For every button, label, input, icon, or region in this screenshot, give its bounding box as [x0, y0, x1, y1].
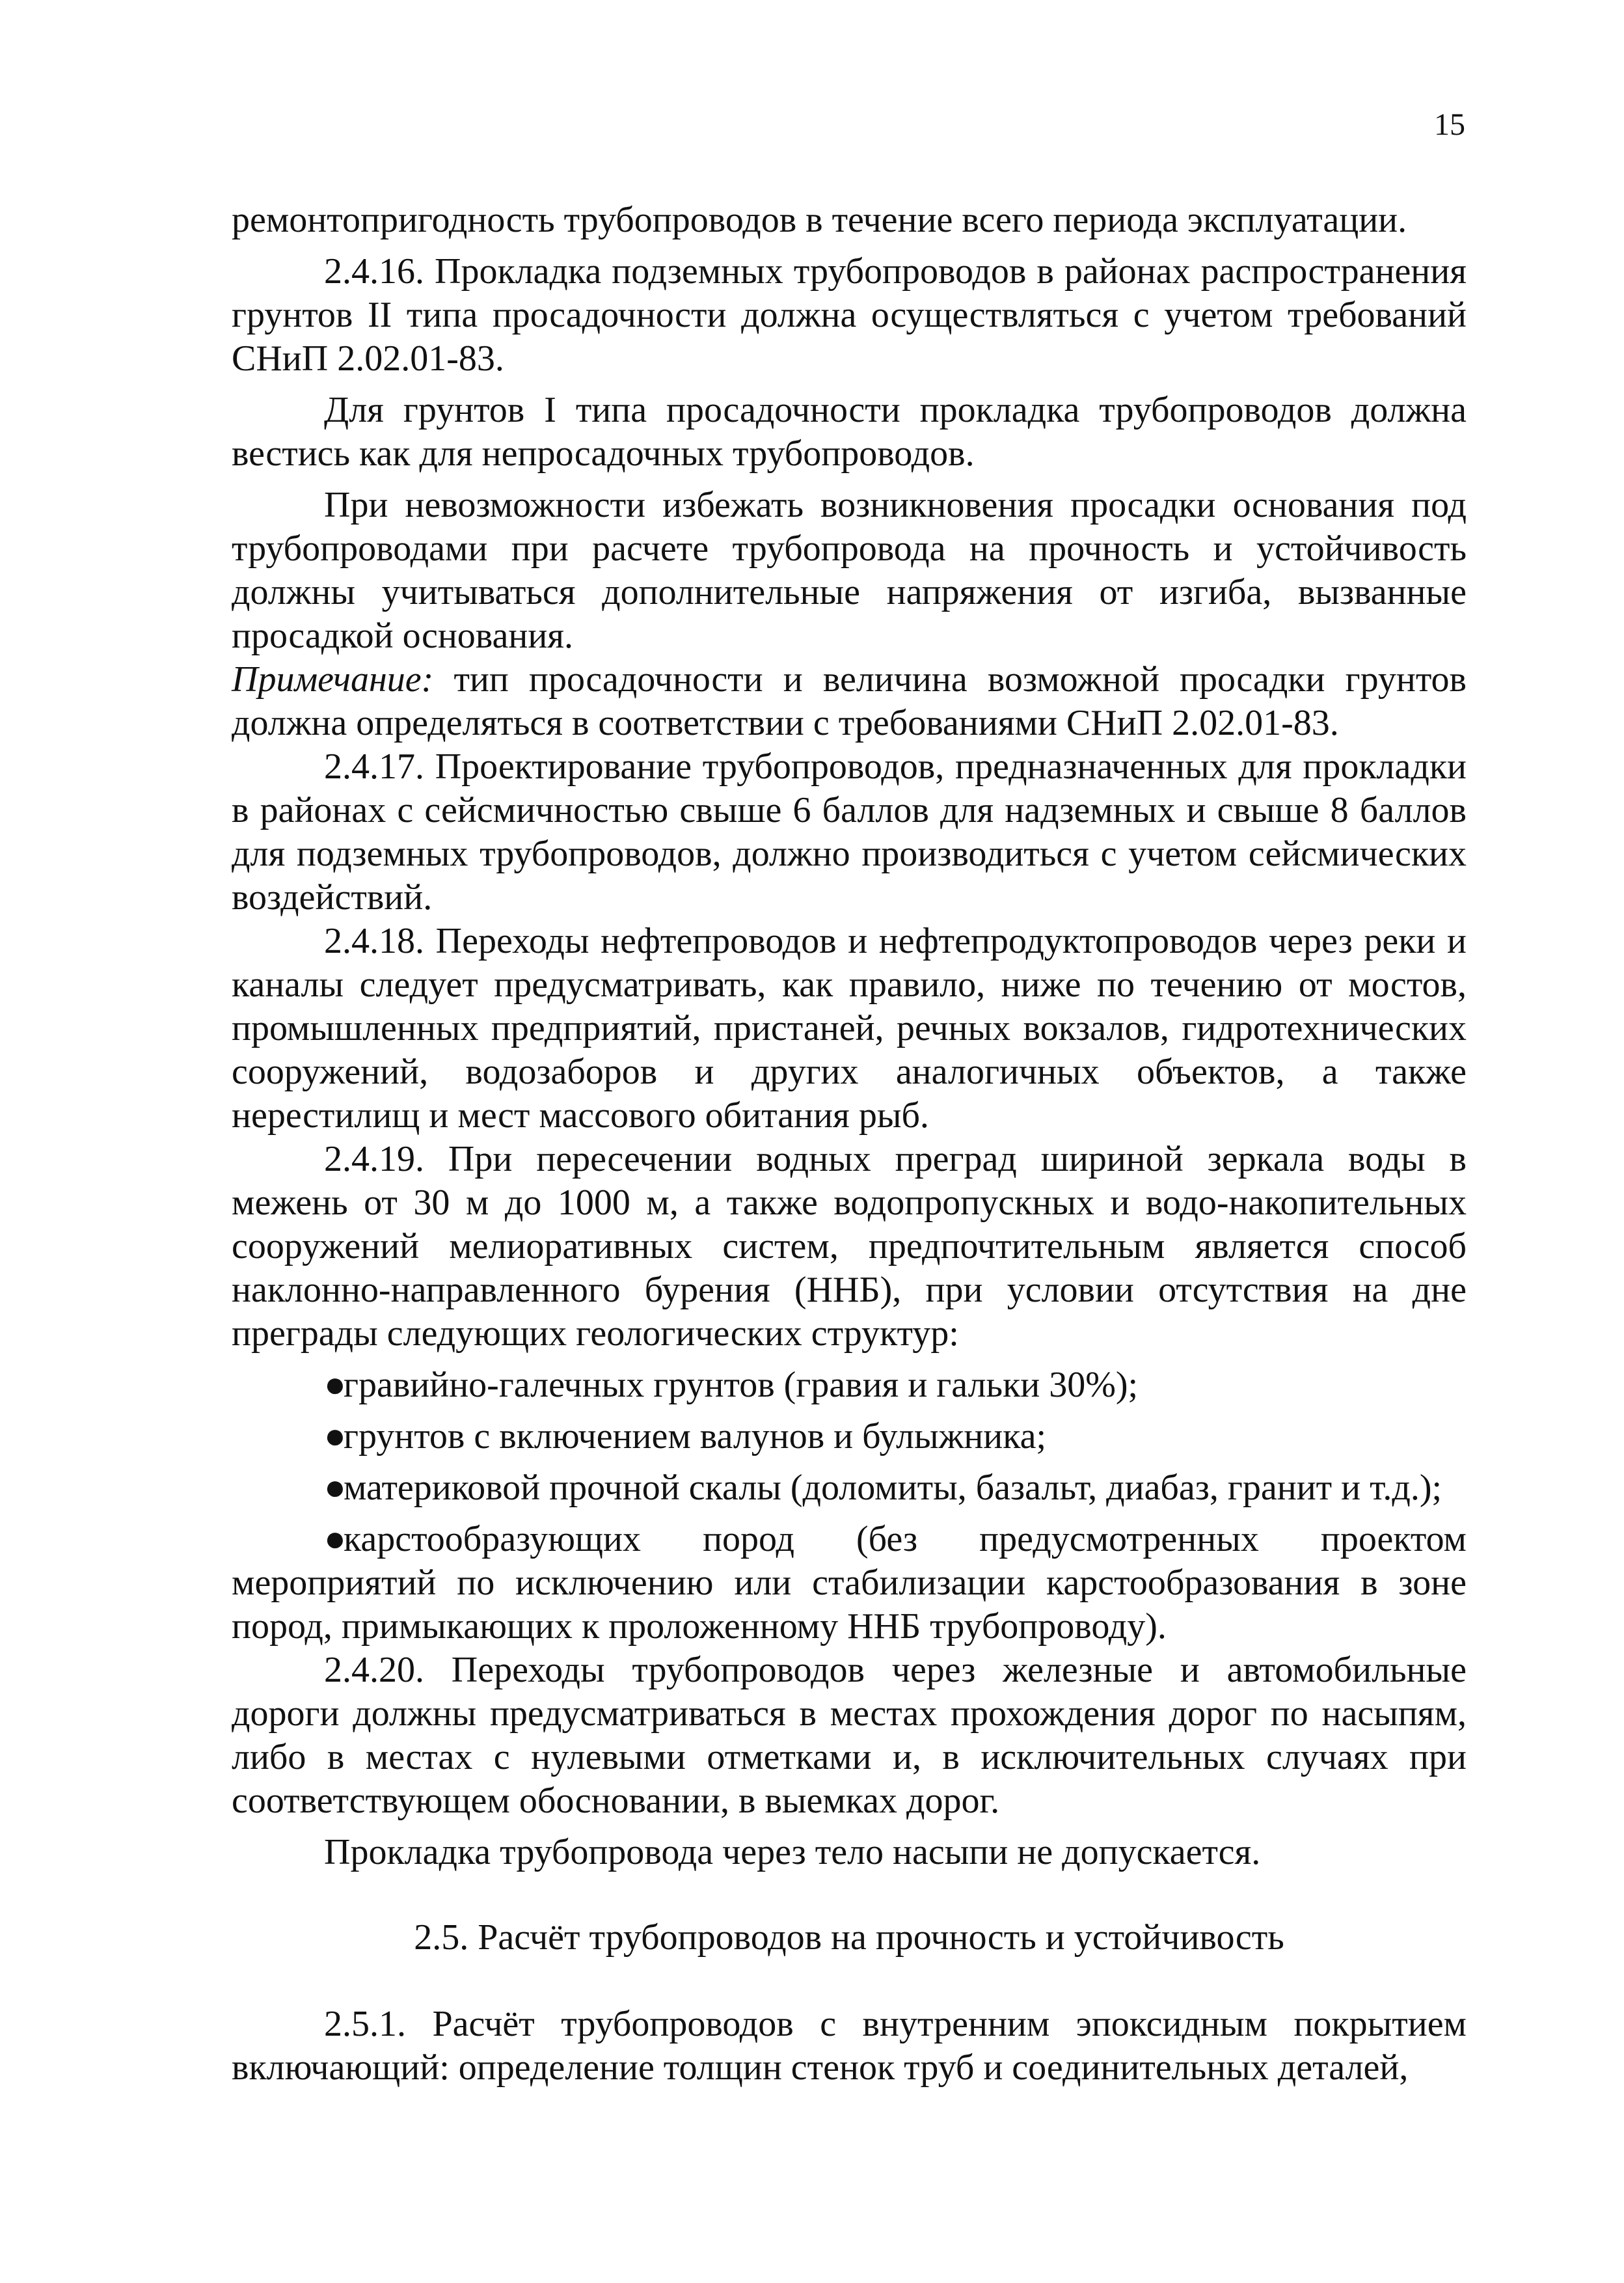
- bullet-icon: ●: [324, 1416, 346, 1456]
- paragraph-2-4-20: 2.4.20. Переходы трубопроводов через железные и автомобильные дороги должны предусматриваться в местах прохождения дорог по насыпям, либо в местах с нулевыми отметками и, в исключительных случаях при соответствующем обосновании, в выемках дорог.: [232, 1650, 1467, 1821]
- paragraph-2-4-18: 2.4.18. Переходы нефтепроводов и нефтепродуктопроводов через реки и каналы следует предусматривать, как правило, ниже по течению от мостов, промышленных предприятий, пристаней, речных вокзалов, гидротехнических сооружений, водозаборов и других аналогичных объектов, а также нерестилищ и мест массового обитания рыб.: [232, 921, 1467, 1136]
- document-body: [232, 198, 1467, 2090]
- section-heading: 2.5. Расчёт трубопроводов на прочность и устойчивость: [414, 1917, 1284, 1958]
- bullet-icon: ●: [324, 1365, 346, 1405]
- bullet-icon: ●: [324, 1468, 346, 1508]
- page-number: 15: [1434, 107, 1465, 142]
- paragraph-2-5-1: 2.5.1. Расчёт трубопроводов с внутренним эпоксидным покрытием включающий: определение толщин стенок труб и соединительных деталей,: [232, 2004, 1467, 2088]
- bullet-item-rock: ●материковой прочной скалы (доломиты, базальт, диабаз, гранит и т.д.);: [232, 1466, 1467, 1510]
- note-paragraph: [232, 658, 1467, 745]
- paragraph-soil-type-1: Для грунтов I типа просадочности прокладка трубопроводов должна вестись как для непросадочных трубопроводов.: [232, 390, 1467, 474]
- bullet-item-gravel: ●гравийно-галечных грунтов (гравия и гальки 30%);: [232, 1363, 1467, 1407]
- paragraph-embankment: Прокладка трубопровода через тело насыпи не допускается.: [324, 1832, 1261, 1872]
- paragraph-subsidence: При невозможности избежать возникновения просадки основания под трубопроводами при расчете трубопровода на прочность и устойчивость должны учитываться дополнительные напряжения от изгиба, вызванные просадкой основания.: [232, 485, 1467, 656]
- note-text: тип просадочности и величина возможной просадки грунтов должна определяться в соответствии с требованиями СНиП 2.02.01-83.: [232, 659, 1467, 743]
- note-label: Примечание:: [232, 659, 434, 700]
- bullet-item-karst: ●карстообразующих пород (без предусмотренных проектом мероприятий по исключению или стабилизации карстообразования в зоне пород, примыкающих к проложенному ННБ трубопроводу).: [232, 1519, 1467, 1647]
- paragraph-2-4-19: 2.4.19. При пересечении водных преград шириной зеркала воды в межень от 30 м до 1000 м, а также водопропускных и водо-накопительных сооружений мелиоративных систем, предпочтительным является способ наклонно-направленного бурения (ННБ), при условии отсутствия на дне преграды следующих геологических структур:: [232, 1139, 1467, 1354]
- paragraph-continuation: ремонтопригодность трубопроводов в течение всего периода эксплуатации.: [232, 200, 1407, 240]
- paragraph-2-4-17: 2.4.17. Проектирование трубопроводов, предназначенных для прокладки в районах с сейсмичностью свыше 6 баллов для надземных и свыше 8 баллов для подземных трубопроводов, должно производиться с учетом сейсмических воздействий.: [232, 746, 1467, 918]
- bullet-item-boulders: ●грунтов с включением валунов и булыжника;: [232, 1415, 1467, 1458]
- bullet-icon: ●: [324, 1519, 346, 1559]
- paragraph-2-4-16: 2.4.16. Прокладка подземных трубопроводов в районах распространения грунтов II типа просадочности должна осуществляться с учетом требований СНиП 2.02.01-83.: [232, 251, 1467, 379]
